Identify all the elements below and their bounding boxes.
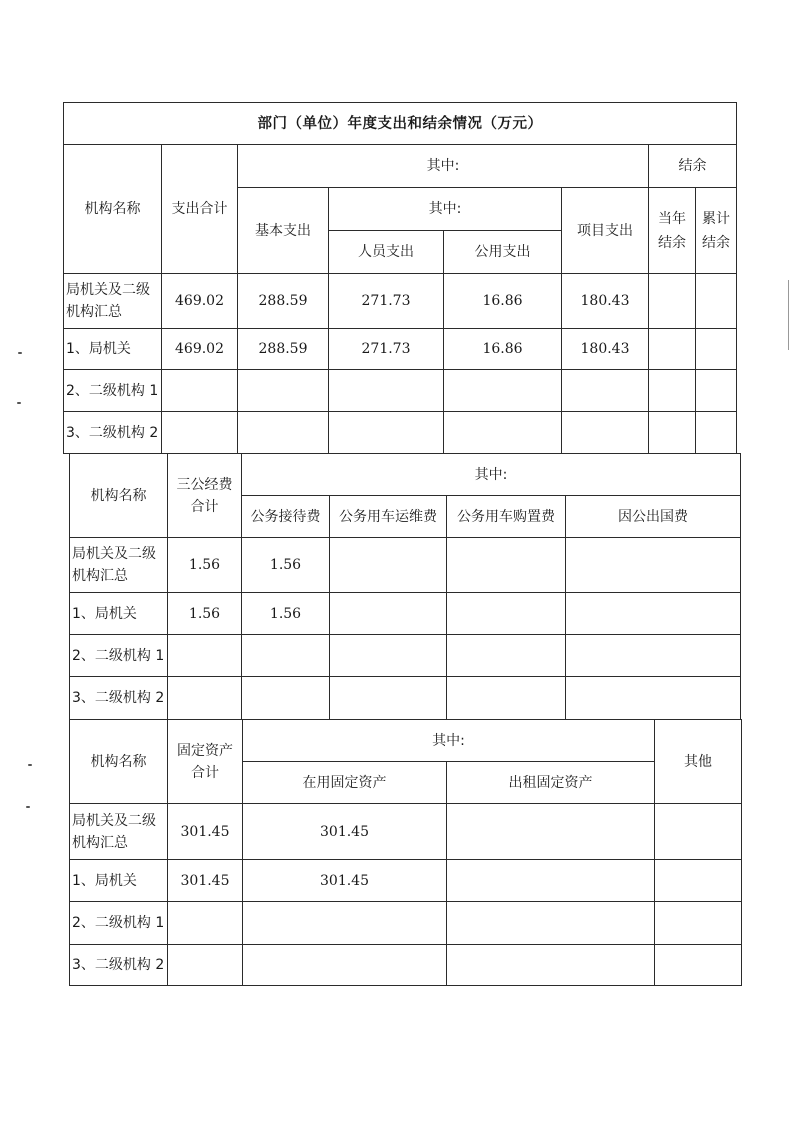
row-car-maintenance xyxy=(330,677,447,720)
header-public-expenditure: 公用支出 xyxy=(444,231,562,274)
row-other xyxy=(655,804,742,860)
row-current-balance xyxy=(649,370,696,412)
header-project-expenditure: 项目支出 xyxy=(562,188,649,274)
scan-speck xyxy=(28,764,32,766)
header-fixed-assets-total-line2: 合计 xyxy=(191,764,219,781)
row-current-balance xyxy=(649,412,696,454)
row-rented xyxy=(447,902,655,945)
row-total: 469.02 xyxy=(162,274,238,329)
row-cumulative-balance xyxy=(696,274,737,329)
table-row xyxy=(64,412,737,454)
table-row xyxy=(70,677,741,720)
row-total: 469.02 xyxy=(162,329,238,370)
row-total: 301.45 xyxy=(168,804,243,860)
expenditure-balance-table xyxy=(63,102,737,454)
row-car-maintenance xyxy=(330,538,447,593)
row-project: 180.43 xyxy=(562,274,649,329)
header-car-purchase-fee: 公务用车购置费 xyxy=(447,496,566,538)
header-car-maintenance-fee: 公务用车运维费 xyxy=(330,496,447,538)
header-org-name: 机构名称 xyxy=(70,720,168,804)
row-current-balance xyxy=(649,329,696,370)
row-basic: 288.59 xyxy=(238,329,329,370)
header-three-public-total-line2: 合计 xyxy=(190,498,219,515)
scan-edge-line xyxy=(788,280,789,350)
header-fixed-assets-total-line1: 固定资产 xyxy=(177,742,233,759)
header-qizhong: 其中: xyxy=(243,720,655,762)
header-current-balance-line1: 当年 xyxy=(658,210,686,227)
header-qizhong-basic: 其中: xyxy=(329,188,562,231)
table-row xyxy=(70,804,742,860)
header-org-name: 机构名称 xyxy=(70,454,168,538)
row-total xyxy=(168,945,243,986)
row-personnel: 271.73 xyxy=(329,329,444,370)
row-org-name: 1、局机关 xyxy=(70,860,168,902)
row-personnel: 271.73 xyxy=(329,274,444,329)
row-total xyxy=(168,902,243,945)
row-in-use: 301.45 xyxy=(243,804,447,860)
row-public xyxy=(444,412,562,454)
row-total xyxy=(168,677,242,720)
scan-speck xyxy=(26,806,30,808)
header-cumulative-balance-line2: 结余 xyxy=(702,234,730,251)
header-fixed-assets-total xyxy=(168,720,243,804)
row-in-use: 301.45 xyxy=(243,860,447,902)
row-other xyxy=(655,945,742,986)
row-org-name: 2、二级机构 1 xyxy=(70,902,168,945)
row-in-use xyxy=(243,945,447,986)
row-car-purchase xyxy=(447,677,566,720)
row-total: 1.56 xyxy=(168,538,242,593)
row-personnel xyxy=(329,370,444,412)
header-current-balance-line2: 结余 xyxy=(658,234,686,251)
row-car-purchase xyxy=(447,635,566,677)
table-row xyxy=(70,593,741,635)
header-reception-fee: 公务接待费 xyxy=(242,496,330,538)
row-org-name: 3、二级机构 2 xyxy=(70,677,168,720)
row-abroad xyxy=(566,677,741,720)
row-basic xyxy=(238,370,329,412)
row-total xyxy=(168,635,242,677)
row-public: 16.86 xyxy=(444,274,562,329)
row-rented xyxy=(447,945,655,986)
header-three-public-total-line1: 三公经费 xyxy=(176,476,233,493)
header-in-use-assets: 在用固定资产 xyxy=(243,762,447,804)
row-reception: 1.56 xyxy=(242,538,330,593)
header-personnel-expenditure: 人员支出 xyxy=(329,231,444,274)
row-org-name: 局机关及二级机构汇总 xyxy=(70,538,168,593)
table-row xyxy=(70,860,742,902)
row-abroad xyxy=(566,538,741,593)
table-row xyxy=(70,945,742,986)
row-car-maintenance xyxy=(330,593,447,635)
row-cumulative-balance xyxy=(696,329,737,370)
row-rented xyxy=(447,804,655,860)
row-personnel xyxy=(329,412,444,454)
row-total: 301.45 xyxy=(168,860,243,902)
scan-speck xyxy=(18,352,22,354)
row-abroad xyxy=(566,635,741,677)
row-reception: 1.56 xyxy=(242,593,330,635)
row-org-name: 3、二级机构 2 xyxy=(70,945,168,986)
header-current-balance xyxy=(649,188,696,274)
row-org-name: 3、二级机构 2 xyxy=(64,412,162,454)
row-other xyxy=(655,902,742,945)
header-three-public-total xyxy=(168,454,242,538)
row-total: 1.56 xyxy=(168,593,242,635)
header-basic-expenditure: 基本支出 xyxy=(238,188,329,274)
header-balance: 结余 xyxy=(649,145,737,188)
header-cumulative-balance-line1: 累计 xyxy=(702,210,730,227)
row-project xyxy=(562,370,649,412)
row-total xyxy=(162,370,238,412)
header-qizhong: 其中: xyxy=(242,454,741,496)
header-abroad-fee: 因公出国费 xyxy=(566,496,741,538)
row-project xyxy=(562,412,649,454)
header-rented-assets: 出租固定资产 xyxy=(447,762,655,804)
row-total xyxy=(162,412,238,454)
scan-speck xyxy=(17,402,21,404)
row-org-name: 1、局机关 xyxy=(70,593,168,635)
row-current-balance xyxy=(649,274,696,329)
table1-title: 部门（单位）年度支出和结余情况（万元） xyxy=(64,103,737,145)
table-row xyxy=(70,635,741,677)
header-total-expenditure: 支出合计 xyxy=(162,145,238,274)
row-in-use xyxy=(243,902,447,945)
row-org-name: 局机关及二级机构汇总 xyxy=(64,274,162,329)
row-org-name: 2、二级机构 1 xyxy=(64,370,162,412)
row-public: 16.86 xyxy=(444,329,562,370)
row-cumulative-balance xyxy=(696,412,737,454)
row-org-name: 2、二级机构 1 xyxy=(70,635,168,677)
table-row xyxy=(70,538,741,593)
row-org-name: 1、局机关 xyxy=(64,329,162,370)
row-cumulative-balance xyxy=(696,370,737,412)
row-org-name: 局机关及二级机构汇总 xyxy=(70,804,168,860)
row-car-maintenance xyxy=(330,635,447,677)
fixed-assets-table xyxy=(69,719,742,986)
row-abroad xyxy=(566,593,741,635)
table-row xyxy=(70,902,742,945)
row-other xyxy=(655,860,742,902)
row-rented xyxy=(447,860,655,902)
table-row xyxy=(64,370,737,412)
row-reception xyxy=(242,635,330,677)
header-other: 其他 xyxy=(655,720,742,804)
row-car-purchase xyxy=(447,538,566,593)
row-reception xyxy=(242,677,330,720)
header-qizhong: 其中: xyxy=(238,145,649,188)
three-public-expenses-table xyxy=(69,453,741,720)
header-org-name: 机构名称 xyxy=(64,145,162,274)
row-basic xyxy=(238,412,329,454)
row-project: 180.43 xyxy=(562,329,649,370)
header-cumulative-balance xyxy=(696,188,737,274)
table-row xyxy=(64,329,737,370)
table-row xyxy=(64,274,737,329)
row-car-purchase xyxy=(447,593,566,635)
row-public xyxy=(444,370,562,412)
row-basic: 288.59 xyxy=(238,274,329,329)
